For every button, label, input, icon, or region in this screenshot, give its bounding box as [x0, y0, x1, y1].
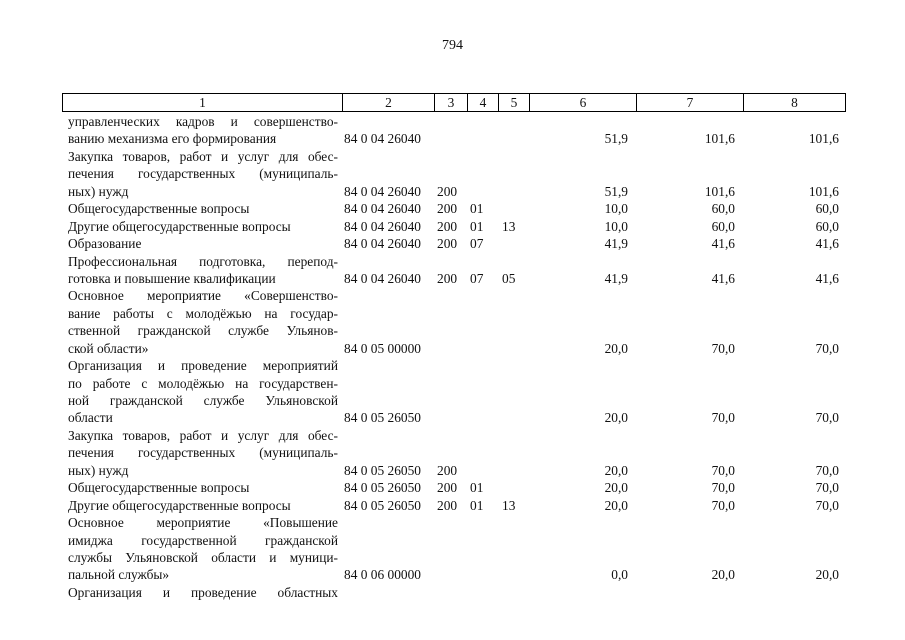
- table-row: [0, 113, 905, 130]
- row-name: Профессиональная подготовка, перепод-: [68, 253, 338, 269]
- table-row: [0, 305, 905, 322]
- budget-code: 84 0 04 26040: [344, 131, 421, 147]
- budget-code: 84 0 05 26050: [344, 462, 421, 478]
- expense-type: 200: [437, 462, 458, 478]
- value-col-8: 70,0: [815, 340, 839, 356]
- header-row: [63, 94, 846, 112]
- table-row: [0, 287, 905, 304]
- value-col-7: 70,0: [711, 410, 735, 426]
- value-col-6: 51,9: [604, 183, 628, 199]
- value-col-8: 60,0: [815, 201, 839, 217]
- table-row: [0, 549, 905, 566]
- table-row: [0, 409, 905, 426]
- expense-type: 200: [437, 480, 458, 496]
- subsection: 13: [502, 497, 516, 513]
- table-row: [0, 340, 905, 357]
- subsection: 05: [502, 270, 516, 286]
- row-name: Организация и проведение областных: [68, 584, 338, 600]
- value-col-7: 41,6: [711, 270, 735, 286]
- section: 01: [470, 497, 484, 513]
- expense-type: 200: [437, 236, 458, 252]
- row-name: по работе с молодёжью на государствен-: [68, 375, 338, 391]
- row-name: ных) нужд: [68, 183, 129, 199]
- table-row: [0, 270, 905, 287]
- value-col-7: 41,6: [711, 236, 735, 252]
- value-col-6: 0,0: [611, 567, 628, 583]
- table-row: [0, 584, 905, 601]
- row-name: ванию механизма его формирования: [68, 131, 277, 147]
- expense-type: 200: [437, 270, 458, 286]
- header-col-1: 1: [63, 94, 343, 112]
- value-col-7: 101,6: [704, 183, 735, 199]
- header-col-2: 2: [343, 94, 435, 112]
- value-col-6: 10,0: [604, 201, 628, 217]
- budget-code: 84 0 05 26050: [344, 497, 421, 513]
- value-col-7: 20,0: [711, 567, 735, 583]
- section: 01: [470, 218, 484, 234]
- table-row: [0, 532, 905, 549]
- value-col-7: 70,0: [711, 462, 735, 478]
- row-name: Общегосударственные вопросы: [68, 480, 250, 496]
- budget-code: 84 0 05 26050: [344, 480, 421, 496]
- table-header: [62, 93, 846, 112]
- expense-type: 200: [437, 201, 458, 217]
- row-name: области: [68, 410, 113, 426]
- value-col-8: 20,0: [815, 567, 839, 583]
- value-col-6: 20,0: [604, 497, 628, 513]
- row-name: Основное мероприятие «Совершенство-: [68, 288, 338, 304]
- row-name: Другие общегосударственные вопросы: [68, 497, 291, 513]
- header-col-4: 4: [468, 94, 499, 112]
- row-name: печения государственных (муниципаль-: [68, 445, 338, 461]
- row-name: Организация и проведение мероприятий: [68, 358, 338, 374]
- value-col-6: 51,9: [604, 131, 628, 147]
- row-name: имиджа государственной гражданской: [68, 532, 338, 548]
- table-row: [0, 375, 905, 392]
- row-name: ственной гражданской службе Ульянов-: [68, 323, 338, 339]
- table-row: [0, 444, 905, 461]
- expense-type: 200: [437, 497, 458, 513]
- row-name: Образование: [68, 236, 142, 252]
- value-col-6: 41,9: [604, 270, 628, 286]
- value-col-8: 101,6: [808, 183, 839, 199]
- page-number: 794: [442, 38, 463, 53]
- value-col-6: 41,9: [604, 236, 628, 252]
- value-col-8: 70,0: [815, 480, 839, 496]
- row-name: Закупка товаров, работ и услуг для обес-: [68, 148, 338, 164]
- header-col-5: 5: [499, 94, 530, 112]
- table-row: [0, 218, 905, 235]
- header-col-8: 8: [744, 94, 846, 112]
- value-col-8: 60,0: [815, 218, 839, 234]
- value-col-8: 70,0: [815, 497, 839, 513]
- value-col-7: 70,0: [711, 340, 735, 356]
- header-col-3: 3: [435, 94, 468, 112]
- table-row: [0, 165, 905, 182]
- table-row: [0, 130, 905, 147]
- budget-code: 84 0 04 26040: [344, 270, 421, 286]
- row-name: ных) нужд: [68, 462, 129, 478]
- row-name: Закупка товаров, работ и услуг для обес-: [68, 427, 338, 443]
- table-row: [0, 566, 905, 583]
- section: 07: [470, 270, 484, 286]
- budget-code: 84 0 04 26040: [344, 201, 421, 217]
- table-row: [0, 479, 905, 496]
- value-col-7: 70,0: [711, 480, 735, 496]
- value-col-8: 101,6: [808, 131, 839, 147]
- value-col-6: 10,0: [604, 218, 628, 234]
- budget-code: 84 0 04 26040: [344, 183, 421, 199]
- budget-code: 84 0 04 26040: [344, 236, 421, 252]
- table-row: [0, 322, 905, 339]
- table-row: [0, 183, 905, 200]
- table-row: [0, 427, 905, 444]
- table-body: [0, 113, 905, 601]
- table-row: [0, 148, 905, 165]
- expense-type: 200: [437, 218, 458, 234]
- value-col-8: 41,6: [815, 236, 839, 252]
- budget-code: 84 0 05 26050: [344, 410, 421, 426]
- expense-type: 200: [437, 183, 458, 199]
- header-col-6: 6: [530, 94, 637, 112]
- table-row: [0, 392, 905, 409]
- row-name: службы Ульяновской области и муници-: [68, 549, 338, 565]
- value-col-6: 20,0: [604, 480, 628, 496]
- table-row: [0, 357, 905, 374]
- value-col-7: 101,6: [704, 131, 735, 147]
- value-col-7: 70,0: [711, 497, 735, 513]
- budget-code: 84 0 04 26040: [344, 218, 421, 234]
- value-col-6: 20,0: [604, 462, 628, 478]
- value-col-6: 20,0: [604, 410, 628, 426]
- row-name: печения государственных (муниципаль-: [68, 166, 338, 182]
- row-name: готовка и повышение квалификации: [68, 270, 276, 286]
- value-col-8: 70,0: [815, 410, 839, 426]
- table-row: [0, 462, 905, 479]
- section: 01: [470, 201, 484, 217]
- table-row: [0, 235, 905, 252]
- budget-code: 84 0 05 00000: [344, 340, 421, 356]
- value-col-7: 60,0: [711, 201, 735, 217]
- header-col-7: 7: [637, 94, 744, 112]
- value-col-6: 20,0: [604, 340, 628, 356]
- value-col-7: 60,0: [711, 218, 735, 234]
- value-col-8: 70,0: [815, 462, 839, 478]
- budget-code: 84 0 06 00000: [344, 567, 421, 583]
- table-row: [0, 514, 905, 531]
- subsection: 13: [502, 218, 516, 234]
- row-name: пальной службы»: [68, 567, 170, 583]
- section: 01: [470, 480, 484, 496]
- table-row: [0, 497, 905, 514]
- table-row: [0, 253, 905, 270]
- section: 07: [470, 236, 484, 252]
- row-name: вание работы с молодёжью на государ-: [68, 305, 338, 321]
- row-name: управленческих кадров и совершенство-: [68, 114, 338, 129]
- value-col-8: 41,6: [815, 270, 839, 286]
- row-name: Другие общегосударственные вопросы: [68, 218, 291, 234]
- row-name: ской области»: [68, 340, 149, 356]
- row-name: ной гражданской службе Ульяновской: [68, 393, 338, 408]
- row-name: Основное мероприятие «Повышение: [68, 515, 338, 531]
- row-name: Общегосударственные вопросы: [68, 201, 250, 217]
- table-row: [0, 200, 905, 217]
